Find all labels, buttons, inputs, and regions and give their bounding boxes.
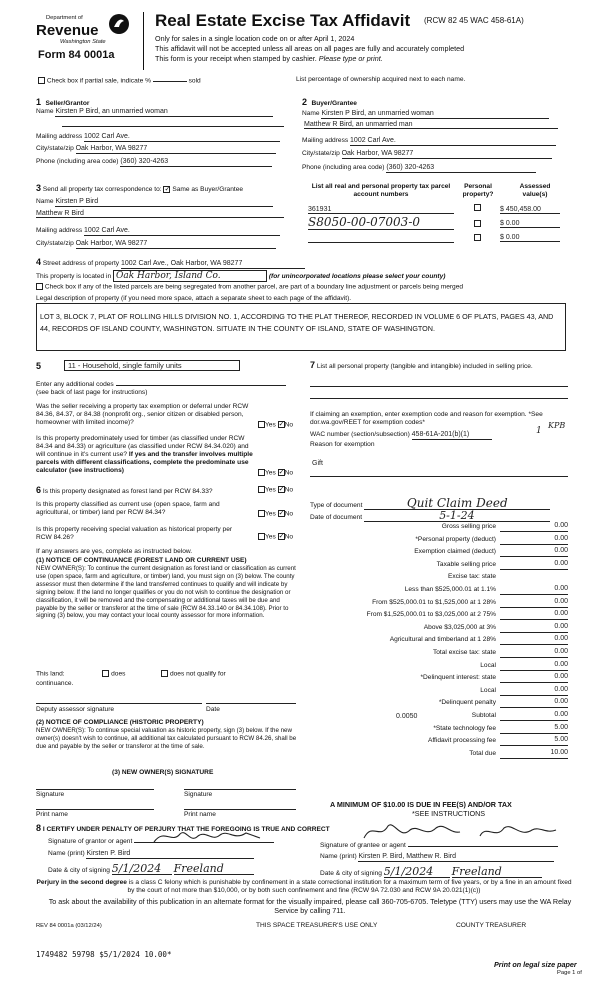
form-number: Form 84 0001a — [38, 49, 115, 61]
seller-name-row: Name Kirsten P Bird, an unmarried woman — [36, 108, 286, 117]
revision-label: REV 84 0001a (03/12/24) — [36, 923, 102, 929]
tax-row — [310, 610, 568, 621]
personal-property-line1[interactable] — [310, 386, 568, 387]
historic-yes-checkbox[interactable] — [258, 533, 265, 540]
tax-row — [310, 698, 568, 709]
parcel-value-1[interactable]: $ 450,458.00 — [500, 206, 560, 214]
parcel-number-1[interactable]: 361931 — [308, 206, 454, 214]
seller-mailing-field[interactable]: 1002 Carl Ave. — [84, 133, 280, 142]
seller-city-row: City/state/zip Oak Harbor, WA 98277 — [36, 145, 286, 154]
timber-answer: Yes ✓No — [258, 469, 293, 477]
wac-initials: KPB — [548, 421, 566, 430]
legal-description-field[interactable]: LOT 3, BLOCK 7, PLAT OF ROLLING HILLS DIVISION NO. 1, ACCORDING TO THE PLAT THEREOF, RECORDED IN VOLUME 6 OF PLATS, PAGES 43, AND 44, RECORDS OF ISLAND COUNTY, WASHINGTON. SITUATE IN THE COUNTY OF ISLAND, STATE OF WASHINGTON. — [36, 303, 566, 351]
corr-name-row: Name Kirsten P Bird — [36, 198, 286, 207]
parcel-number-3[interactable] — [308, 242, 454, 243]
section5-number: 5 — [36, 361, 42, 371]
seller-city-field[interactable]: Oak Harbor, WA 98277 — [76, 145, 276, 154]
tax-row-label: Exemption claimed (deduct) — [414, 548, 496, 556]
treasurer-only-label: THIS SPACE TREASURER'S USE ONLY — [256, 922, 378, 929]
tax-row-value[interactable]: 0.00 — [500, 585, 568, 595]
exemption-yes-checkbox[interactable] — [258, 421, 265, 428]
exemption-answer: Yes ✓No — [258, 421, 293, 429]
buyer-name-field[interactable]: Kirsten P Bird, an unmarried woman — [321, 110, 549, 119]
new-owner-print-2[interactable]: Print name — [184, 809, 296, 819]
located-field[interactable]: Oak Harbor, Island Co. — [113, 270, 267, 282]
minimum-note: A MINIMUM OF $10.00 IS DUE IN FEE(S) AND/OR TAX — [330, 800, 512, 809]
tax-row-label: From $525,000.01 to $1,525,000 at 1 28% — [372, 598, 496, 606]
wac-field[interactable]: 458-61A-201(b)(1) — [412, 431, 492, 440]
grantee-city-field[interactable]: Freeland — [452, 866, 542, 878]
tax-row-label: Excise tax: state — [447, 573, 496, 581]
current-use-yes-checkbox[interactable] — [258, 510, 265, 517]
grantee-name-row: Name (print) Kirsten P. Bird, Matthew R. Bird — [320, 853, 554, 862]
tax-row-label: *State technology fee — [433, 724, 496, 732]
tax-row-value[interactable]: 0.00 — [500, 698, 568, 708]
additional-codes-note: (see back of last page for instructions) — [36, 389, 148, 396]
grantor-signature-scribble — [150, 826, 270, 848]
parcels-col2-header: Personal property? — [462, 183, 494, 198]
tax-row — [310, 648, 568, 659]
partial-sale-checkbox[interactable] — [38, 77, 45, 84]
tax-row-label: From $1,525,000.01 to $3,025,000 at 2 75% — [366, 611, 496, 619]
land-does-checkbox[interactable] — [102, 670, 109, 677]
buyer-name-row: Name Kirsten P Bird, an unmarried woman — [302, 110, 562, 119]
corr-city-row: City/state/zip Oak Harbor, WA 98277 — [36, 240, 286, 249]
parcels-col1-header: List all real and personal property tax parcel account numbers — [311, 183, 451, 198]
tax-row-value[interactable]: 0.00 — [500, 635, 568, 645]
grantee-date-row: Date & city of signing 5/1/2024 Freeland — [320, 866, 542, 878]
land-does-not-checkbox[interactable] — [161, 670, 168, 677]
additional-codes-field[interactable] — [116, 385, 286, 386]
seller-name-line2[interactable] — [62, 126, 284, 127]
treasurer-stamp: 1749482 59798 $5/1/2024 10.00* — [36, 950, 172, 959]
exemption-question: Was the seller receiving a property tax exemption or deferral under RCW 84.36, 84.37, or 84.38 (nonprofit org., senior citizen or disabled person, homeowner with limited income)? — [36, 403, 249, 426]
seller-phone-field[interactable]: (360) 320-4263 — [120, 158, 272, 167]
located-row: This property is located in Oak Harbor, Island Co. (for unincorporated locations please select your county) — [36, 271, 446, 281]
buyer-phone-row: Phone (including area code) (360) 320-4263 — [302, 164, 562, 173]
timber-yes-checkbox[interactable] — [258, 469, 265, 476]
parcel-number-2[interactable]: S8050-00-07003-0 — [308, 216, 454, 230]
grantor-city-field[interactable]: Freeland — [174, 863, 254, 875]
tax-row — [310, 686, 568, 697]
docdate-field[interactable]: 5-1-24 — [364, 510, 550, 522]
tax-row-value[interactable]: 0.00 — [500, 673, 568, 683]
grantor-date-row: Date & city of signing 5/1/2024 Freeland — [48, 863, 254, 875]
tax-row — [310, 711, 568, 722]
tax-row — [310, 736, 568, 747]
tax-row — [310, 522, 568, 533]
this-land-row: This land: does does not qualify for — [36, 670, 226, 678]
forest-yes-checkbox[interactable] — [258, 486, 265, 493]
availability-text: To ask about the availability of this publication in an alternate format for the visually impaired, please call 360-705-6705. Teletype (TTY) users may use the WA Relay Service by calling 711. — [48, 897, 572, 915]
grantee-signature-field[interactable] — [408, 846, 558, 847]
notice3-title: (3) NEW OWNER(S) SIGNATURE — [112, 769, 214, 776]
doctype-row: Type of document Quit Claim Deed — [310, 497, 550, 510]
buyer-city-field[interactable]: Oak Harbor, WA 98277 — [342, 150, 552, 159]
page-title: Real Estate Excise Tax Affidavit — [155, 11, 411, 30]
grantee-signature-row: Signature of grantee or agent — [320, 842, 558, 850]
county-treasurer-label: COUNTY TREASURER — [456, 922, 527, 929]
tax-row — [310, 598, 568, 609]
header-note2: This affidavit will not be accepted unless all areas on all pages are fully and accurately completed — [155, 44, 465, 53]
page-number: Page 1 of — [557, 970, 582, 976]
parcel-value-3[interactable]: $ 0.00 — [500, 234, 560, 242]
grantee-name-field[interactable]: Kirsten P. Bird, Matthew R. Bird — [358, 853, 554, 862]
tax-row-value[interactable]: 5.00 — [500, 736, 568, 746]
dept-line2: Revenue — [36, 22, 99, 39]
corr-mailing-row: Mailing address 1002 Carl Ave. — [36, 227, 286, 236]
grantor-date-field[interactable]: 5/1/2024 — [112, 863, 172, 875]
historic-question: Is this property receiving special valuation as historical property per RCW 84.26? — [36, 526, 233, 541]
additional-codes-row: Enter any additional codes — [36, 381, 298, 389]
street-field[interactable]: 1002 Carl Ave., Oak Harbor, WA 98277 — [121, 260, 305, 269]
parcel-personal-checkbox-1[interactable] — [474, 204, 481, 211]
corr-city-field[interactable]: Oak Harbor, WA 98277 — [76, 240, 276, 249]
new-owner-print-1[interactable]: Print name — [36, 809, 154, 819]
street-row: 4 Street address of property 1002 Carl Ave., Oak Harbor, WA 98277 — [36, 258, 566, 269]
tax-row — [310, 635, 568, 646]
tax-row-value[interactable]: 0.00 — [500, 522, 568, 532]
tax-row-label: Affidavit processing fee — [427, 737, 496, 745]
historic-no-checkbox[interactable]: ✓ — [278, 533, 285, 540]
dept-line3: Washington State — [60, 39, 106, 45]
reason-label: Reason for exemption — [310, 441, 375, 448]
title-rcw: (RCW 82 45 WAC 458-61A) — [424, 16, 524, 25]
buyer-city-row: City/state/zip Oak Harbor, WA 98277 — [302, 150, 562, 159]
certify-text: 8 I CERTIFY UNDER PENALTY OF PERJURY THAT THE FOREGOING IS TRUE AND CORRECT — [36, 823, 330, 833]
wac-row: WAC number (section/subsection) 458-61A-201(b)(1) — [310, 431, 572, 440]
reason-line[interactable] — [310, 476, 568, 477]
correspondence-heading: 3 Send all property tax correspondence to: ✓ Same as Buyer/Grantee — [36, 183, 244, 193]
tax-row-value[interactable]: 0.00 — [500, 598, 568, 608]
deputy-signature-field[interactable] — [36, 703, 202, 704]
tax-row-label: Subtotal — [471, 712, 496, 719]
corr-name-field[interactable]: Kirsten P Bird — [55, 198, 273, 207]
tax-row-value[interactable]: 0.00 — [500, 648, 568, 658]
notice2-title: (2) NOTICE OF COMPLIANCE (HISTORIC PROPERTY) — [36, 719, 204, 726]
tax-row-label: Total due — [469, 749, 496, 757]
tax-row-value[interactable]: 0.00 — [500, 661, 568, 671]
new-owner-signature-2[interactable]: Signature — [184, 789, 296, 799]
tax-row-label: Gross selling price — [441, 523, 496, 530]
parcel-personal-checkbox-2[interactable] — [474, 220, 481, 227]
header-note1: Only for sales in a single location code on or after April 1, 2024 — [155, 34, 355, 43]
buyer-name2-field[interactable]: Matthew R Bird, an unmarried man — [304, 121, 558, 129]
tax-row-value[interactable]: 10.00 — [500, 749, 568, 759]
tax-row — [310, 547, 568, 558]
land-use-field[interactable]: 11 - Household, single family units — [64, 360, 240, 371]
partial-sale-row: Check box if partial sale, indicate % sold — [38, 77, 201, 85]
legal-description-label: Legal description of property (if you need more space, attach a separate sheet to each page of the affidavit). — [36, 295, 352, 302]
tax-row-value[interactable]: 0.00 — [500, 547, 568, 557]
buyer-heading: 2 Buyer/Grantee — [302, 97, 357, 107]
tax-row-label: Less than $525,000.01 at 1.1% — [404, 586, 496, 593]
doctype-field[interactable]: Quit Claim Deed — [364, 497, 550, 510]
tax-row — [310, 535, 568, 546]
grantor-name-row: Name (print) Kirsten P. Bird — [48, 850, 254, 859]
segregated-checkbox[interactable] — [36, 283, 43, 290]
exemption-code-text: If claiming an exemption, enter exemption code and reason for exemption. *See dor.wa.gov/REET for exemption codes* — [310, 411, 543, 426]
tax-row-value[interactable]: 0.00 — [500, 560, 568, 570]
parcel-value-2[interactable]: $ 0.00 — [500, 220, 560, 228]
exemption-no-checkbox[interactable]: ✓ — [278, 421, 285, 428]
notice1-text: NEW OWNER(S): To continue the current designation as forest land or classification as current use (open space, farm and agriculture, or timber) land, you must sign on (3) below. The county assessor must then determine if the land transferred continues to qualify and will indicate by signing below. If the land no longer qualifies or you do not wish to continue the designation or classification, it will be removed and the compensating or additional taxes will be due and payable by the seller or transferor at the time of sale (RCW 84.33.140 or 84.34.108). Prior to signing (3) below, you may contact your local county assessor for more information. — [36, 565, 296, 620]
tax-row — [310, 572, 568, 583]
tax-row-label: Total excise tax: state — [432, 649, 496, 656]
same-as-buyer-checkbox[interactable]: ✓ — [164, 185, 171, 193]
section7-text: 7 List all personal property (tangible and intangible) included in selling price. — [310, 360, 533, 370]
answers-note: If any answers are yes, complete as instructed below. — [36, 548, 193, 555]
timber-no-checkbox[interactable]: ✓ — [278, 469, 285, 476]
seller-name-field[interactable]: Kirsten P Bird, an unmarried woman — [55, 108, 273, 117]
local-rate: 0.0050 — [396, 713, 418, 720]
buyer-phone-field[interactable]: (360) 320-4263 — [386, 164, 536, 173]
tax-row-label: *Personal property (deduct) — [415, 535, 496, 543]
grantee-signature-scribble — [360, 820, 560, 846]
personal-property-line2[interactable] — [310, 398, 568, 399]
deputy-label: Deputy assessor signature — [36, 706, 115, 713]
deputy-date-field[interactable] — [206, 703, 296, 704]
docdate-row: Date of document 5-1-24 — [310, 510, 550, 522]
forest-question: 6 Is this property designated as forest land per RCW 84.33? — [36, 485, 213, 495]
tax-row-value[interactable]: 0.00 — [500, 686, 568, 696]
historic-answer: Yes ✓No — [258, 533, 293, 541]
corr-mailing-field[interactable]: 1002 Carl Ave. — [84, 227, 280, 236]
continuance-label: continuance. — [36, 680, 74, 687]
tax-row — [310, 661, 568, 672]
header-note3: This form is your receipt when stamped by cashier. Please type or print. — [155, 54, 383, 63]
corr-name2-field[interactable]: Matthew R Bird — [36, 210, 284, 218]
seller-phone-row: Phone (including area code) (360) 320-4263 — [36, 158, 286, 167]
parcels-col3-header: Assessed value(s) — [519, 183, 551, 198]
seller-mailing-row: Mailing address 1002 Carl Ave. — [36, 133, 286, 142]
tax-row-value[interactable]: 0.00 — [500, 623, 568, 633]
grantor-signature-row: Signature of grantor or agent — [48, 838, 274, 846]
tax-row — [310, 623, 568, 634]
parcel-personal-checkbox-3[interactable] — [474, 234, 481, 241]
tax-row-label: *Delinquent interest: state — [420, 674, 496, 682]
perjury-text: Perjury in the second degree is a class C felony which is punishable by confinement in a state correctional institution for a maximum term of five years, or by a fine in an amount fixed by the court of not more than $10,000, or by both such confinement and fine (RCW 9A 72.030 and RCW 9A 20.021(1)(c)) — [36, 879, 572, 894]
tax-row-label: Agricultural and timberland at 1 28% — [389, 636, 496, 644]
header-divider — [143, 12, 144, 70]
buyer-mailing-row: Mailing address 1002 Carl Ave. — [302, 137, 562, 146]
tax-row-value[interactable]: 0.00 — [500, 535, 568, 545]
tax-row — [310, 673, 568, 684]
forest-answer: Yes ✓No — [258, 486, 293, 494]
timber-question: Is this property predominately used for timber (as classified under RCW 84.34 and 84.33) or agriculture (as classified under RCW 84.34.020) and will continue in it's current use? If yes and the transfer involves multiple parcels with different classifications, complete the predominate use calculator (see instructions) — [36, 435, 253, 474]
tax-row-label: *Delinquent penalty — [438, 699, 496, 707]
current-use-answer: Yes ✓No — [258, 510, 293, 518]
current-use-question: Is this property classified as current use (open space, farm and agricultural, or timber) land per RCW 84.34? — [36, 501, 220, 516]
tax-row-value[interactable]: 0.00 — [500, 711, 568, 721]
segregated-row: Check box if any of the listed parcels are being segregated from another parcel, are part of a boundary line adjustment or parcels being merged — [36, 283, 576, 291]
tax-row-value[interactable]: 0.00 — [500, 610, 568, 620]
tax-row-label: Local — [480, 686, 496, 694]
grantee-date-field[interactable]: 5/1/2024 — [384, 866, 450, 878]
notice2-text: NEW OWNER(S): To continue special valuation as historic property, sign (3) below. If the new owner(s) doesn't wish to continue, all additional tax calculated pursuant to RCW 84.26, shall be due and payable by the seller or transferor at the time of sale. — [36, 727, 297, 750]
current-use-no-checkbox[interactable]: ✓ — [278, 510, 285, 517]
legal-size-note: Print on legal size paper — [494, 960, 577, 969]
see-instructions: *SEE INSTRUCTIONS — [412, 809, 486, 818]
dept-line1: Department of — [46, 15, 83, 21]
tax-row-value[interactable]: 5.00 — [500, 724, 568, 734]
forest-no-checkbox[interactable]: ✓ — [278, 486, 285, 493]
tax-row-label: Above $3,025,000 at 3% — [423, 623, 496, 631]
wac-handwritten-number: 1 — [536, 426, 542, 436]
ownership-note: List percentage of ownership acquired next to each name. — [296, 76, 466, 83]
tax-row-label: Local — [480, 661, 496, 669]
tax-row — [310, 585, 568, 596]
tax-row — [310, 560, 568, 571]
reason-field[interactable]: Gift — [312, 460, 323, 467]
tax-row — [310, 749, 568, 760]
notice1-title: (1) NOTICE OF CONTINUANCE (FOREST LAND OR CURRENT USE) — [36, 557, 247, 564]
grantor-name-field[interactable]: Kirsten P. Bird — [86, 850, 254, 859]
seller-heading: 1 Seller/Grantor — [36, 97, 90, 107]
new-owner-signature-1[interactable]: Signature — [36, 789, 154, 799]
tax-row — [310, 724, 568, 735]
dor-seal-icon — [108, 13, 130, 35]
deputy-date-label: Date — [206, 706, 220, 713]
tax-row-label: Taxable selling price — [436, 560, 496, 568]
buyer-mailing-field[interactable]: 1002 Carl Ave. — [350, 137, 556, 146]
